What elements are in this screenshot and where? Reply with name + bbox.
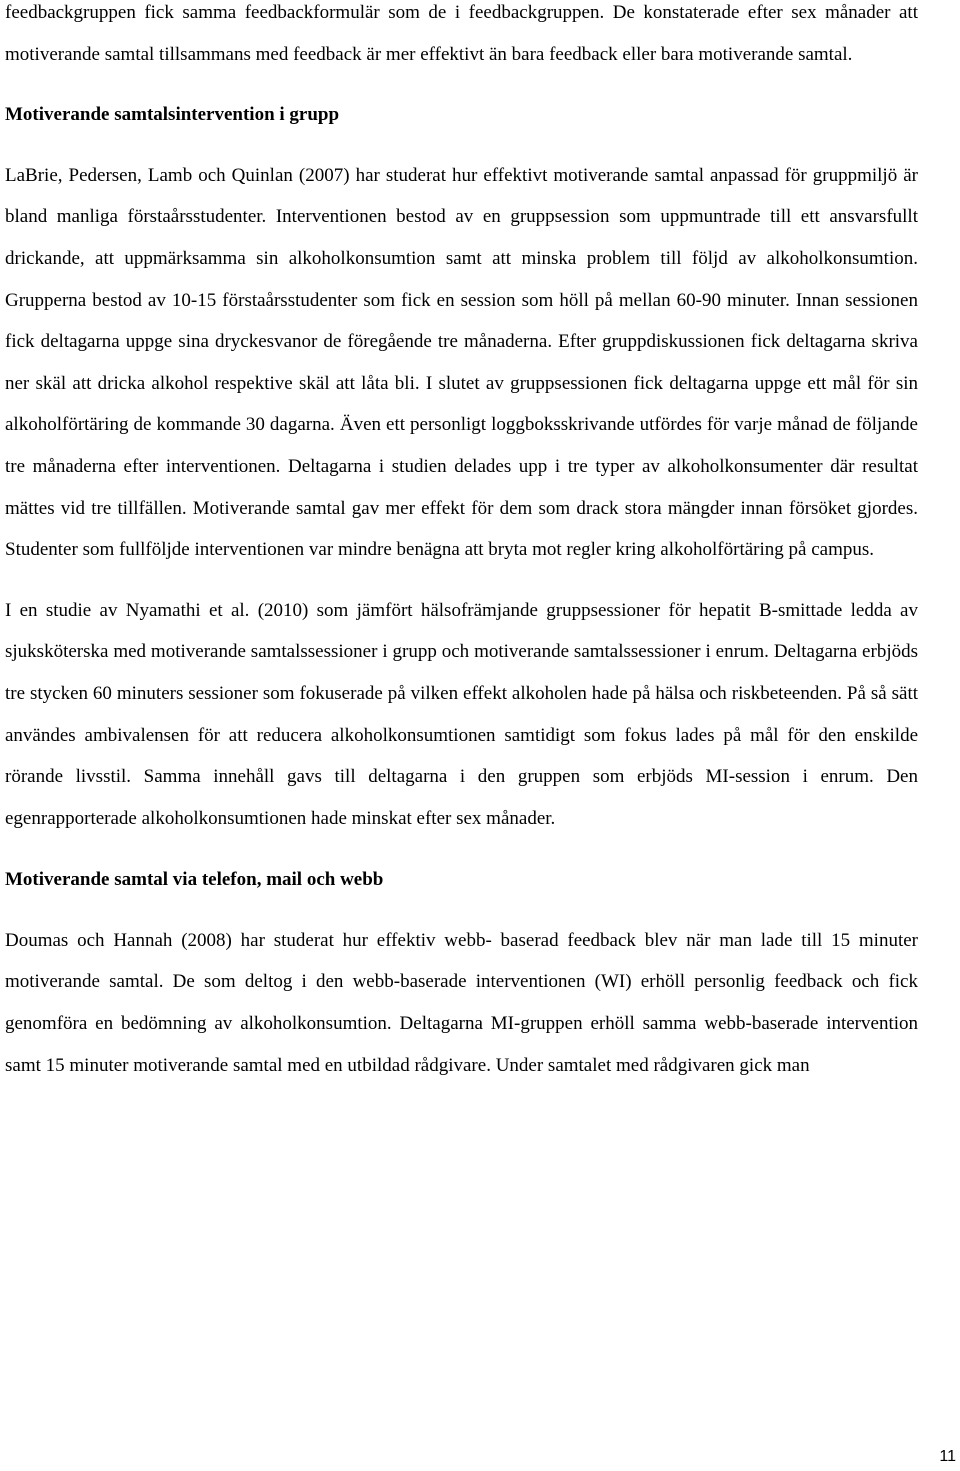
spacer bbox=[5, 136, 918, 155]
section-heading-group-intervention: Motiverande samtalsintervention i grupp bbox=[5, 104, 340, 126]
spacer bbox=[5, 839, 918, 859]
spacer bbox=[5, 901, 918, 920]
paragraph-labrie-study: LaBrie, Pedersen, Lamb och Quinlan (2007) har studerat hur effektivt motiverande samtal anpassad för gruppmiljö är bland manliga förstaårsstudenter. Interventionen bestod av en gruppsession som uppmuntrade till ett ansvarsfullt drickande, att uppmärksamma sin alkoholkonsumtion samt att minska problem till följd av alkoholkonsumtion. Grupperna bestod av 10-15 förstaårsstudenter som fick en session som höll på mellan 60-90 minuter. Innan sessionen fick deltagarna uppge sina dryckesvanor de föregående tre månaderna. Efter gruppdiskussionen fick deltagarna skriva ner skäl att dricka alkohol respektive skäl att låta bli. I slutet av gruppsessionen fick deltagarna uppge ett mål för sin alkoholförtäring de kommande 30 dagarna. Även ett personligt loggboksskrivande utfördes för varje månad de följande tre månaderna efter interventionen. Deltagarna i studien delades upp i tre typer av alkoholkonsumenter där resultat mättes vid tre tillfällen. Motiverande samtal gav mer effekt för dem som drack stora mängder innan försöket gjordes. Studenter som fullföljde interventionen var mindre benägna att bryta mot regler kring alkoholförtäring på campus. bbox=[5, 164, 918, 561]
spacer bbox=[5, 75, 918, 94]
paragraph-doumas-study: Doumas och Hannah (2008) har studerat hur effektiv webb- baserad feedback blev när man lade till 15 minuter motiverande samtal. De som deltog i den webb-baserade interventionen (WI) erhöll personlig feedback och fick genomföra en bedömning av alkoholkonsumtion. Deltagarna MI-gruppen erhöll samma webb-baserade intervention samt 15 minuter motiverande samtal med en utbildad rådgivare. Under samtalet med rådgivaren gick man bbox=[5, 929, 918, 1076]
section-heading-phone-mail-web: Motiverande samtal via telefon, mail och webb bbox=[5, 869, 384, 891]
document-page bbox=[5, 0, 918, 1086]
spacer bbox=[5, 571, 918, 590]
paragraph-nyamathi-study: I en studie av Nyamathi et al. (2010) som jämfört hälsofrämjande gruppsessioner för hepatit B-smittade ledda av sjuksköterska med motiverande samtalssessioner i grupp och motiverande samtalssessioner i enrum. Deltagarna erbjöds tre stycken 60 minuters sessioner som fokuserade på vilken effekt alkoholen hade på hälsa och riskbeteenden. På så sätt användes ambivalensen för att reducera alkoholkonsumtionen samtidigt som fokus lades på mål för den enskilde rörande livsstil. Samma innehåll gavs till deltagarna i den gruppen som erbjöds MI-session i enrum. Den egenrapporterade alkoholkonsumtionen hade minskat efter sex månader. bbox=[5, 599, 918, 829]
intro-paragraph: feedbackgruppen fick samma feedbackformulär som de i feedbackgruppen. De konstaterade efter sex månader att motiverande samtal tillsammans med feedback är mer effektivt än bara feedback eller bara motiverande samtal. bbox=[5, 2, 918, 65]
page-number: 11 bbox=[939, 1448, 956, 1465]
